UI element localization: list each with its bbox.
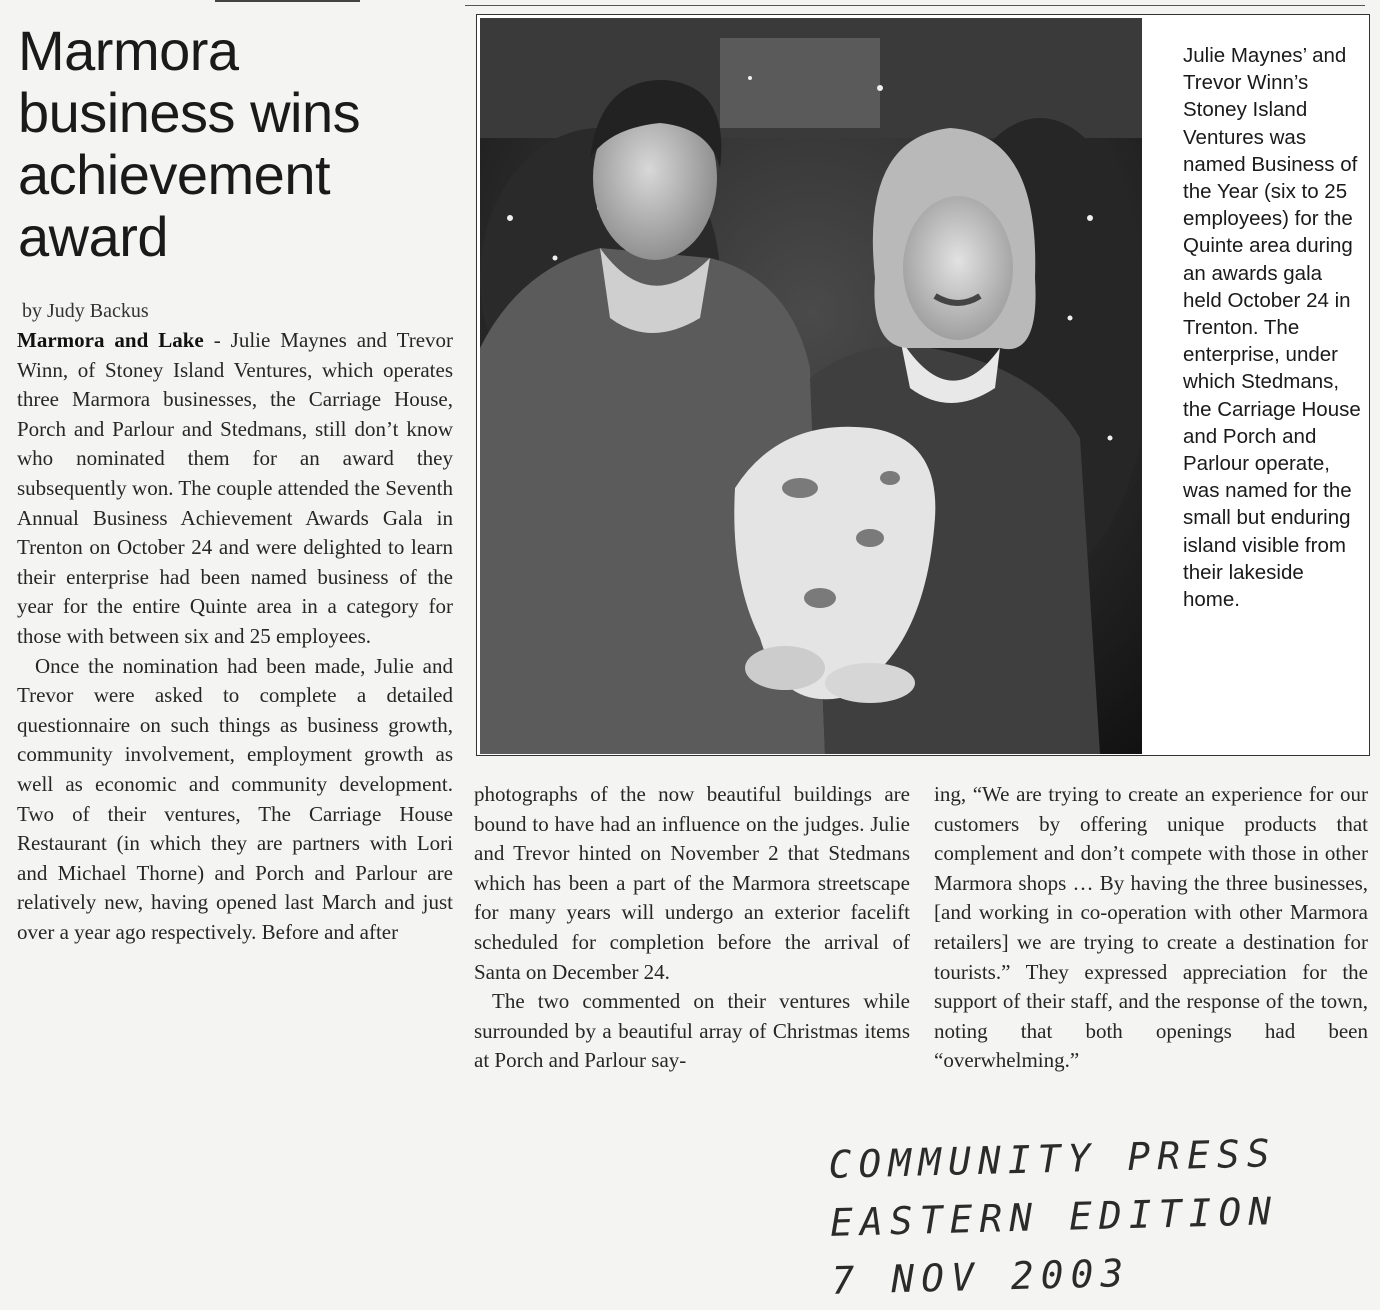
top-rule-right — [465, 5, 1365, 6]
annotation-line-1: COMMUNITY PRESS — [827, 1131, 1278, 1187]
article-column-2 — [474, 780, 910, 1076]
paragraph-4-start: The two commented on their ventures while surrounded by a beautiful array of Christmas items at Porch and Parlour say- — [474, 989, 910, 1073]
lead-paragraph — [17, 326, 453, 652]
paragraph-4-continued: ing, “We are trying to create an experience for our customers by offering unique products that complement and don’t compete with those in other Marmora shops … By having the three businesses, [and working in co-operation with other Marmora retailers] we are trying to create a destination for tourists.” They expressed appreciation for the support of their staff, and the response of the town, noting that both openings had been “overwhelming.” — [934, 782, 1368, 1073]
annotation-line-2: EASTERN EDITION — [829, 1189, 1279, 1245]
article-column-3 — [934, 780, 1368, 1076]
top-rule — [215, 0, 360, 2]
photo-illustration — [480, 18, 1142, 754]
article-column-1 — [17, 326, 453, 947]
annotation-line-3: 7 NOV 2003 — [831, 1251, 1131, 1303]
dateline: Marmora and Lake — [17, 328, 204, 352]
lead-paragraph-text: - Julie Maynes and Trevor Winn, of Stoney Island Ventures, which operates three Marmora businesses, the Carriage House, Porch and Parlour and Stedmans, still don’t know who nominated them for an award they subsequently won. The couple attended the Seventh Annual Business Achievement Awards Gala in Trenton on October 24 and were delighted to learn their enterprise had been named business of the year for the entire Quinte area in a category for those with between six and 25 employees. — [17, 328, 454, 648]
headline: Marmora business wins achievement award — [18, 19, 361, 268]
handwritten-annotation — [828, 1124, 1281, 1310]
paragraph-2: Once the nomination had been made, Julie and Trevor were asked to complete a detailed questionnaire on such things as business growth, community involvement, employment growth as well as economic and community development. Two of their ventures, The Carriage House Restaurant (in which they are partners with Lori and Michael Thorne) and Porch and Parlour are relatively new, having opened last March and just over a year ago respectively. Before and after — [17, 653, 453, 944]
byline: by Judy Backus — [22, 300, 149, 322]
photo-caption: Julie Maynes’ and Trevor Winn’s Stoney Island Ventures was named Business of the Year (six to 25 employees) for the Quinte area during an awards gala held October 24 in Trenton. The enterprise, under which Stedmans, the Carriage House and Porch and Parlour operate, was named for the small but enduring island visible from their lakeside home. — [1183, 44, 1361, 612]
photo-couple — [480, 18, 1142, 754]
paragraph-3: photographs of the now beautiful buildings are bound to have had an influence on the judges. Julie and Trevor hinted on November 2 that Stedmans which has been a part of the Marmora streetscape for many years will undergo an exterior facelift scheduled for completion before the arrival of Santa on December 24. — [474, 782, 910, 984]
